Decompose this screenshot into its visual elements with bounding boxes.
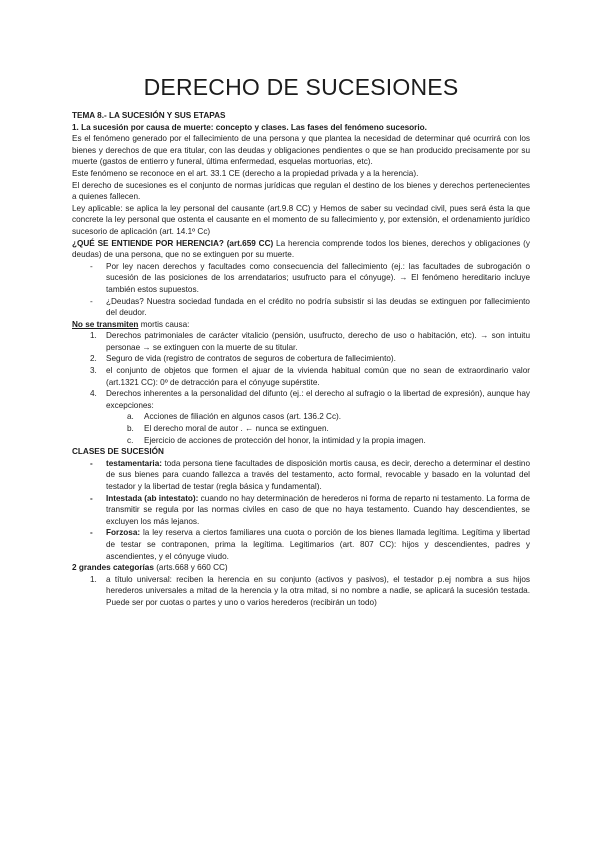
paragraph-herencia <box>72 238 530 261</box>
paragraph-constitucion: Este fenómeno se reconoce en el art. 33.1 CE (derecho a la propiedad privada y a la herencia). <box>72 168 419 178</box>
excepciones-list <box>72 411 530 446</box>
categorias-label: 2 grandes categorías <box>72 563 154 573</box>
paragraph-ley-aplicable: Ley aplicable: se aplica la ley personal del causante (art.9.8 CC) y Hemos de saber su vecindad civil, pues será ésta la que concrete la ley personal que ostenta el causante en el momento de su fallecimiento y, por extensión, el ordenamiento jurídico sucesorio de aplicación (art. 14.1º Cc) <box>72 203 530 236</box>
herencia-list <box>72 261 530 319</box>
section-heading: 1. La sucesión por causa de muerte: concepto y clases. Las fases del fenómeno sucesorio. <box>72 122 427 132</box>
categorias-heading: 2 grandes categorías (arts.668 y 660 CC) <box>72 563 228 573</box>
dash-marker: - <box>90 261 93 271</box>
list-item: 2. Seguro de vida (registro de contratos de seguros de cobertura de fallecimiento). <box>90 354 396 364</box>
paragraph-definicion: Es el fenómeno generado por el fallecimiento de una persona y que plantea la necesidad de determinar qué ocurrirá con los bienes y derechos de que era titular, con las deudas y obligaciones pendientes o que se han producido precisamente por su muerte (gastos de entierro y funeral, última enfermedad, esquelas mortuorias, etc). <box>72 134 530 167</box>
list-item: 4. Derechos inherentes a la personalidad del difunto (ej.: el derecho al sufragio o la libertad de expresión), aunque hay excepciones: <box>90 389 530 410</box>
list-item: 1. a título universal: reciben la herencia en su conjunto (activos y pasivos), el testador p.ej nombra a sus hijos herederos universales a mitad de la herencia y la otra mitad, si no nombre a nadie, se aplicará la sucesión testada. Puede ser por cuotas o partes y uno o varios herederos (recibirán un todo) <box>90 574 530 607</box>
no-transmiten-heading: No se transmiten mortis causa: <box>72 319 190 329</box>
clase-term: testamentaria: <box>106 458 162 468</box>
no-transmiten-label: No se transmiten <box>72 319 139 329</box>
list-item: - ¿Deudas? Nuestra sociedad fundada en el crédito no podría subsistir si las deudas se extinguen por fallecimiento del deudor. <box>90 296 530 318</box>
herencia-question: ¿QUÉ SE ENTIENDE POR HERENCIA? (art.659 CC) <box>72 238 274 248</box>
herencia-definition: La herencia comprende todos los bienes, derechos y obligaciones (y deudas) de una persona, que no se extinguen por su muerte. <box>72 238 530 260</box>
list-item: a. Acciones de filiación en algunos casos (art. 136.2 Cc). <box>127 412 342 422</box>
no-transmiten-list <box>72 330 530 411</box>
list-item: 3. el conjunto de objetos que formen el ajuar de la vivienda habitual común que no sean de extraordinario valor (art.1321 CC): 0º de detracción para el cónyuge supérstite. <box>90 366 530 387</box>
list-item: b. El derecho moral de autor . ← nunca se extinguen. <box>127 424 329 434</box>
clase-term: Forzosa: <box>106 528 141 538</box>
paragraph-derecho-sucesiones: El derecho de sucesiones es el conjunto de normas jurídicas que regulan el destino de los bienes y derechos pertenecientes a quienes fallecen. <box>72 180 530 202</box>
dash-marker: - <box>90 296 93 306</box>
list-item: - testamentaria: toda persona tiene facultades de disposición mortis causa, es decir, derecho a determinar el destino de sus bienes para cuando fallezca a través del testamento, acto formal, revocable y basado en la voluntad del testador y la libertad de testar (regla básica y fundamental). <box>90 458 530 491</box>
categorias-list <box>72 574 530 609</box>
list-item: - Por ley nacen derechos y facultades como consecuencia del fallecimiento (ej.: las facultades de subrogación o sucesión de las posiciones de los arrendatarios; usufructo para el cónyuge). → El fenómeno hereditario incluye también estos supuestos. <box>90 261 530 294</box>
clases-list <box>72 458 530 562</box>
clase-term: Intestada (ab intestato): <box>106 493 199 503</box>
tema-heading: TEMA 8.- LA SUCESIÓN Y SUS ETAPAS <box>72 111 226 120</box>
list-item: - Intestada (ab intestato): cuando no hay determinación de herederos ni forma de reparto ni testamento. La forma de transmitir se regula por las normas civiles en caso de que no haya testamento. Cuando hay descendientes, se excluyen los más lejanos. <box>90 493 530 526</box>
document-title: DERECHO DE SUCESIONES <box>143 74 459 100</box>
list-item: - Forzosa: la ley reserva a ciertos familiares una cuota o porción de los bienes llamada legítima. Legítima y libertad de testar se contraponen, prima la legítima. Legitimarios (art. 807 CC): hijos y descendientes, padres y ascendientes, y el cónyuge viudo. <box>90 528 530 561</box>
list-item: 1. Derechos patrimoniales de carácter vitalicio (pensión, usufructo, derecho de uso o habitación, etc). → son intuitu personae → se extinguen con la muerte de su titular. <box>90 331 530 352</box>
clases-heading: CLASES DE SUCESIÓN <box>72 447 164 457</box>
list-item: c. Ejercicio de acciones de protección del honor, la intimidad y la propia imagen. <box>127 435 426 445</box>
